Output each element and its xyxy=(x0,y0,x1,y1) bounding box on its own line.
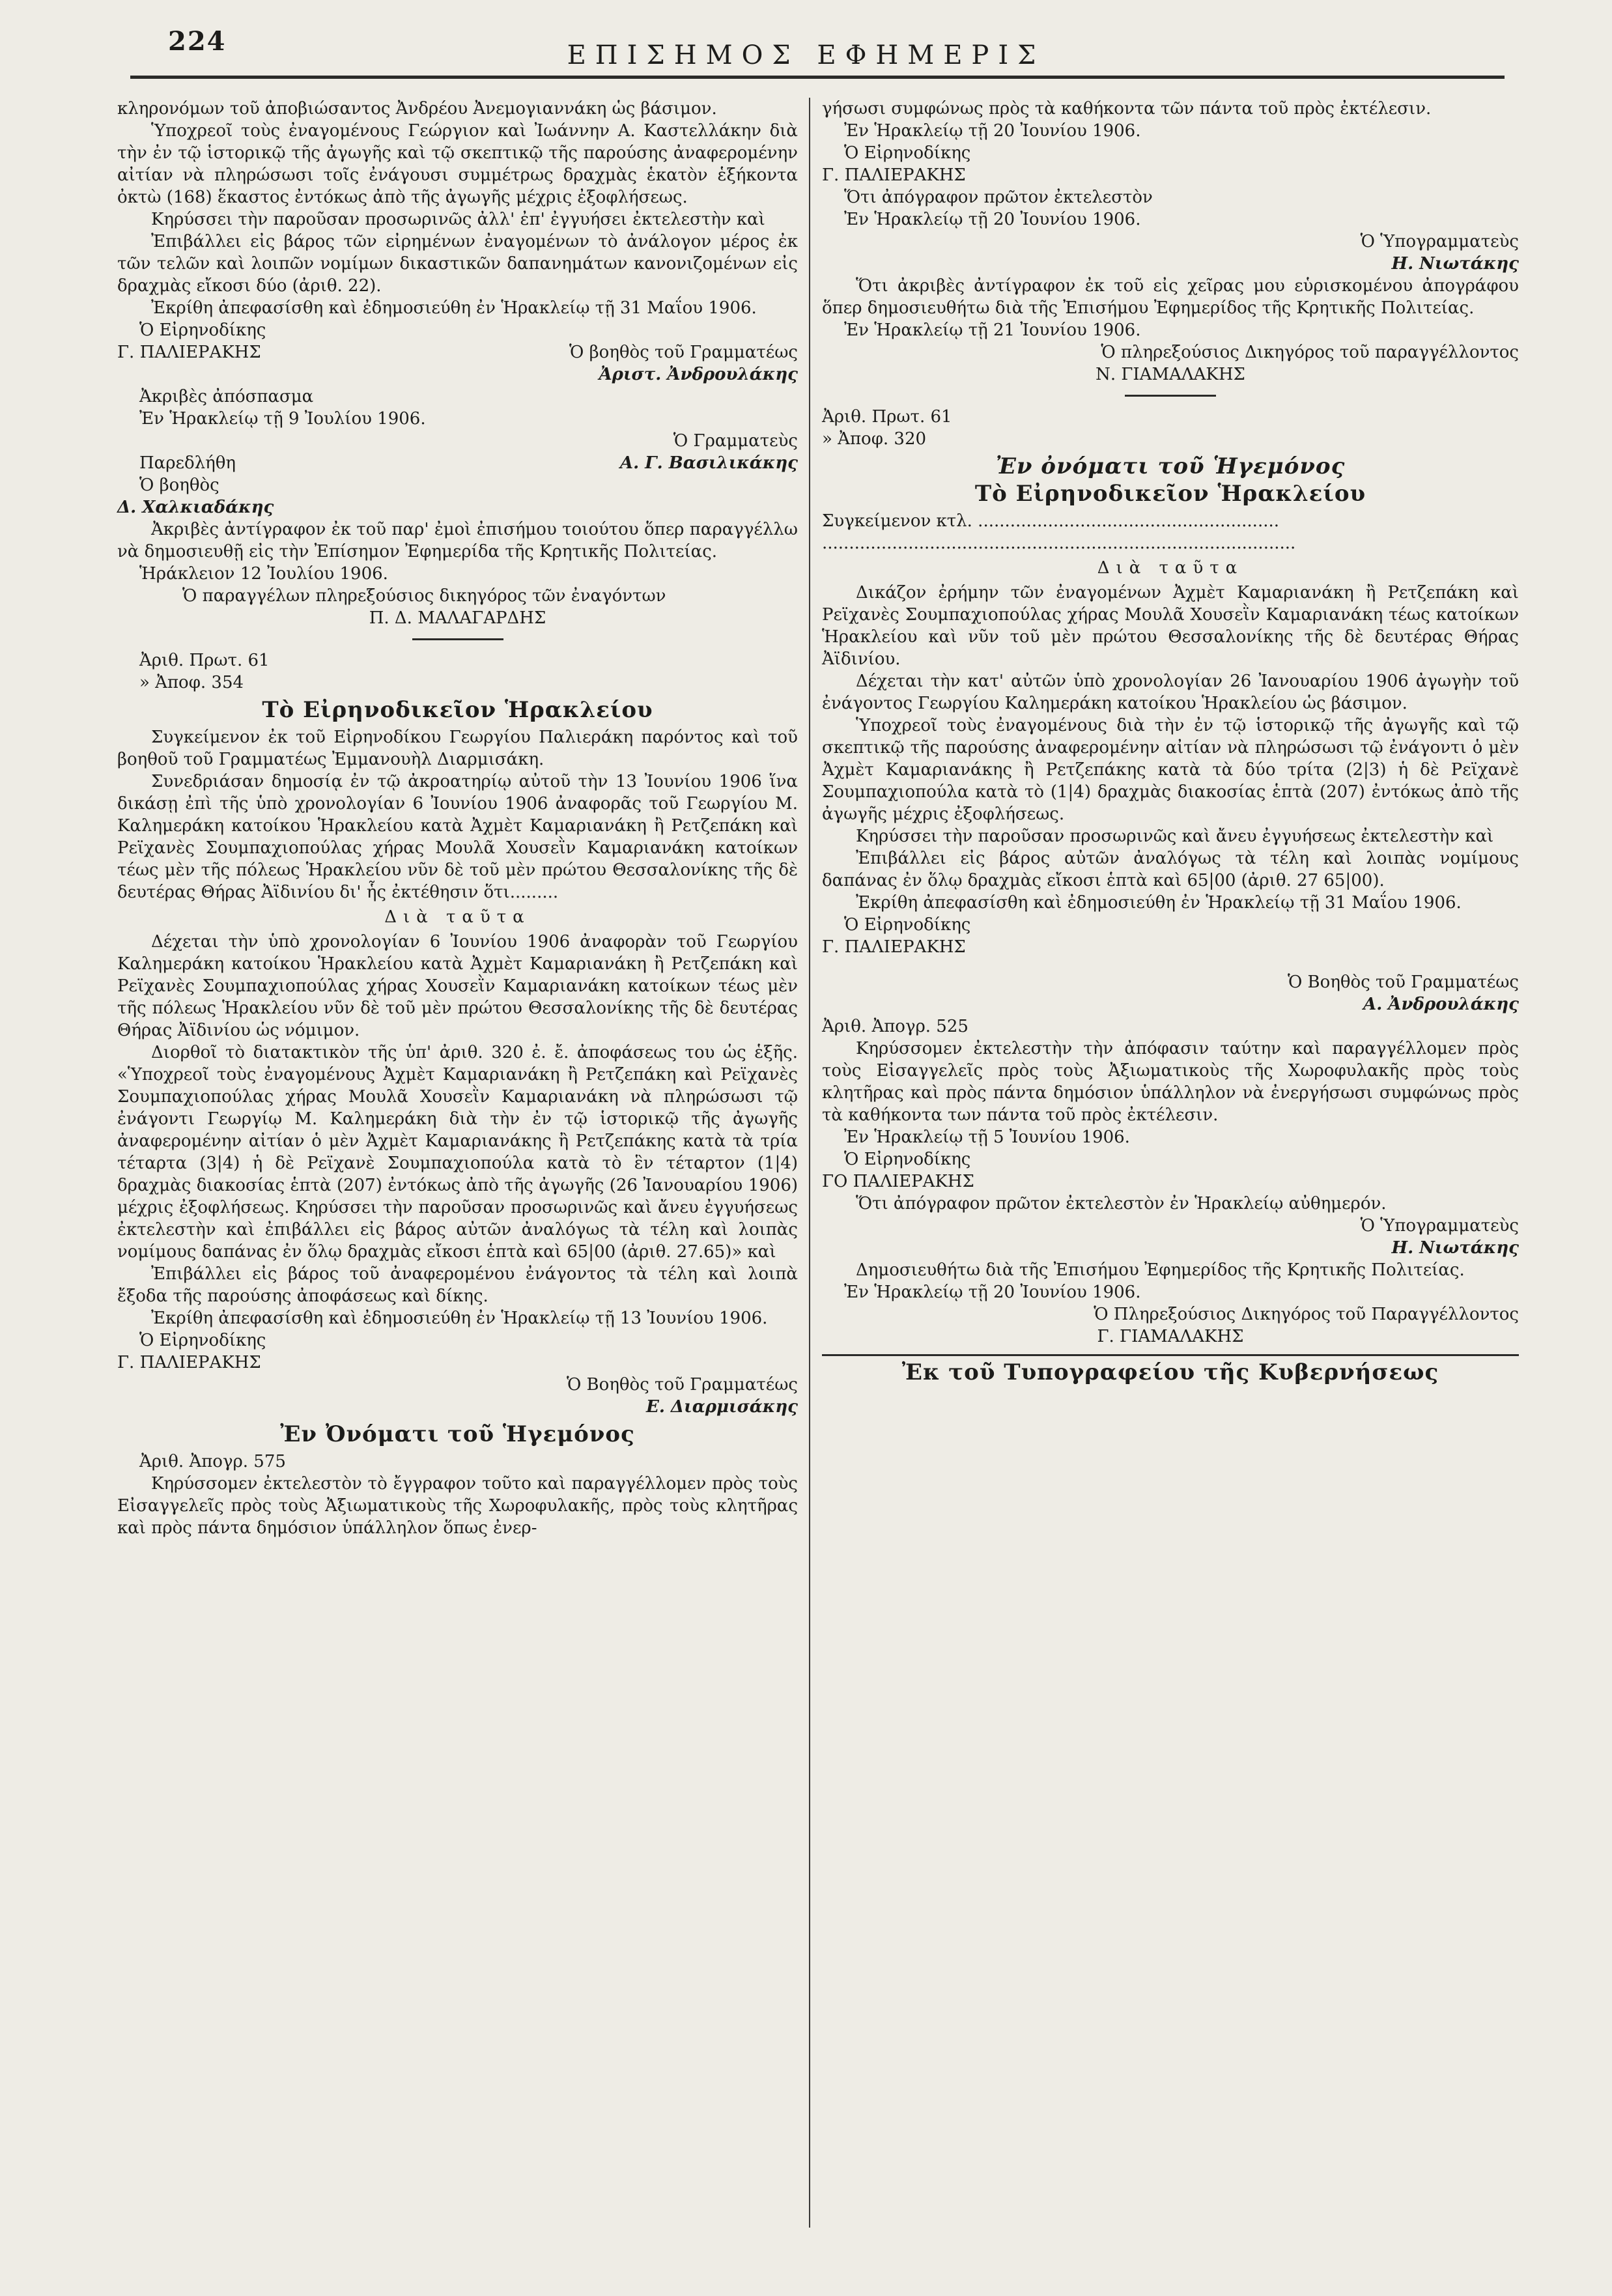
signature-title: Ὁ βοηθὸς xyxy=(139,475,219,495)
header-rule xyxy=(130,76,1505,79)
paragraph: Συνεδριάσαν δημοσίᾳ ἐν τῷ ἀκροατηρίῳ αὐτοῦ τὴν 13 Ἰουνίου 1906 ἵνα δικάσῃ ἐπὶ τῆς ὑπὸ χρονολογίαν 6 Ἰουνίου 1906 ἀναφορᾶς τοῦ Γεωργίου Μ. Καλημεράκη κατοίκου Ἡρακλείου κατὰ Ἀχμὲτ Καμαριανάκη ἢ Ρετζεπάκη καὶ Ρεϊχανὲς Σουμπαχιοπούλας χήρας Μουλᾶ Χουσεῒν Καμαριανάκη κατοίκων τέως μὲν τῆς πόλεως Ἡρακλείου νῦν δὲ τοῦ μὲν πρώτου Θεσσαλονίκης τῆς δὲ δευτέρας Θήρας Ἀϊδινίου δι' ἧς ἐκτέθησιν ὅτι......... xyxy=(117,772,798,902)
section-heading: Τὸ Εἰρηνοδικεῖον Ἡρακλείου xyxy=(262,697,653,723)
ellipsis-line: ........................................................................................ xyxy=(822,533,1296,553)
paragraph: Ὑποχρεοῖ τοὺς ἐναγομένους Γεώργιον καὶ Ἰωάννην Α. Καστελλάκην διὰ τὴν ἐν τῷ ἱστορικῷ τῆς ἀγωγῆς καὶ τῷ σκεπτικῷ τῆς παρούσης ἀναφερομένην αἰτίαν νὰ πληρώσωσι τοῖς ἐνάγουσι συμμέτρως δραχμὰς ἑκατὸν ἑξήκοντα ὀκτὼ (168) ἕκαστος ἐντόκως ἀπὸ τῆς ἀγωγῆς μέχρις ἐξοφλήσεως. xyxy=(117,121,798,207)
paragraph: Δέχεται τὴν κατ' αὐτῶν ὑπὸ χρονολογίαν 26 Ἰανουαρίου 1906 ἀγωγὴν τοῦ ἐνάγοντος Γεωργίου Καλημεράκη κατοίκου Ἡρακλείου ὡς βάσιμον. xyxy=(822,672,1519,713)
footer-rule xyxy=(822,1354,1519,1356)
date-line: Ἐν Ἡρακλείῳ τῇ 20 Ἰουνίου 1906. xyxy=(844,1283,1141,1302)
decision-number: » Ἀποφ. 320 xyxy=(822,429,927,449)
signature-name: Ν. ΓΙΑΜΑΛΑΚΗΣ xyxy=(1096,365,1245,384)
paragraph: Ἐπιβάλλει εἰς βάρος τοῦ ἀναφερομένου ἐνάγοντος τὰ τέλη καὶ λοιπὰ ἔξοδα τῆς παρούσης ἀποφάσεως καὶ δίκης. xyxy=(117,1264,798,1306)
paragraph: Ἀκριβὲς ἀντίγραφον ἐκ τοῦ παρ' ἐμοὶ ἐπισήμου τοιούτου ὅπερ παραγγέλλω νὰ δημοσιευθῇ εἰς τὴν Ἐπίσημον Ἐφημερίδα τῆς Κρητικῆς Πολιτείας. xyxy=(117,520,798,561)
signature-name: Γ. ΠΑΛΙΕΡΑΚΗΣ xyxy=(822,165,966,185)
signature-title: Ὁ Εἰρηνοδίκης xyxy=(844,915,971,935)
right-column xyxy=(822,98,1519,2267)
section-rule xyxy=(1125,395,1216,397)
signature-name: ΓΟ ΠΑΛΙΕΡΑΚΗΣ xyxy=(822,1172,974,1191)
decision-number: » Ἀποφ. 354 xyxy=(139,673,244,692)
signature-row xyxy=(117,452,798,474)
signature-title: Ὁ Βοηθὸς τοῦ Γραμματέως xyxy=(566,1375,798,1395)
registry-number: Ἀριθ. Ἀπογρ. 525 xyxy=(822,1017,969,1036)
paragraph: Ἐκρίθη ἀπεφασίσθη καὶ ἐδημοσιεύθη ἐν Ἡρακλείῳ τῇ 31 Μαΐου 1906. xyxy=(856,893,1462,913)
signature-name: Α. Γ. Βασιλικάκης xyxy=(619,453,798,473)
signature-name: Γ. ΠΑΛΙΕΡΑΚΗΣ xyxy=(822,937,966,957)
section-heading: Τὸ Εἰρηνοδικεῖον Ἡρακλείου xyxy=(974,481,1366,507)
paragraph: Συγκείμενον κτλ. ........................................................ xyxy=(822,511,1279,531)
paragraph: Ὅτι ἀκριβὲς ἀντίγραφον ἐκ τοῦ εἰς χεῖρας μου εὑρισκομένου ἀπογράφου ὅπερ δημοσιευθήτω διὰ τῆς Ἐπισήμου Ἐφημερίδος τῆς Κρητικῆς Πολιτείας. xyxy=(822,276,1519,318)
paragraph: Ὑποχρεοῖ τοὺς ἐναγομένους διὰ τὴν ἐν τῷ ἱστορικῷ τῆς ἀγωγῆς καὶ τῷ σκεπτικῷ τῆς παρούσης ἀναφερομένην αἰτίαν νὰ πληρώσωσι τῷ ἐνάγοντι ὁ μὲν Ἀχμὲτ Καμαριανάκης ἢ Ρετζεπάκης κατὰ τὰ δύο τρίτα (2|3) ἡ δὲ Ρεϊχανὲ Σουμπαχιοπούλα κατὰ τὸ (1|4) δραχμὰς διακοσίας ἑπτὰ (207) ἐντόκως ἀπὸ τῆς ἀγωγῆς μέχρις ἐξοφλήσεως. xyxy=(822,716,1519,824)
section-subheading: Διὰ ταῦτα xyxy=(1097,558,1244,578)
signature-title: Ὁ Εἰρηνοδίκης xyxy=(139,1331,266,1350)
signature-name: Γ. ΠΑΛΙΕΡΑΚΗΣ xyxy=(117,1353,261,1372)
signature-name: Γ. ΠΑΛΙΕΡΑΚΗΣ xyxy=(117,343,261,362)
signature-name: Γ. ΓΙΑΜΑΛΑΚΗΣ xyxy=(1097,1327,1244,1346)
signature-title: Ὁ Ὑπογραμματεὺς xyxy=(1360,1216,1519,1236)
signature-title: Ὁ Γραμματεὺς xyxy=(673,431,798,451)
date-line: Ἐν Ἡρακλείῳ τῇ 21 Ἰουνίου 1906. xyxy=(844,320,1141,340)
section-subheading: Διὰ ταῦτα xyxy=(384,907,531,927)
protocol-number: Ἀριθ. Πρωτ. 61 xyxy=(139,651,270,670)
paragraph: Ὅτι ἀπόγραφον πρῶτον ἐκτελεστὸν ἐν Ἡρακλείῳ αὐθημερόν. xyxy=(856,1194,1387,1213)
page-number: 224 xyxy=(168,26,227,57)
paragraph: Κηρύσσει τὴν παροῦσαν προσωρινῶς ἀλλ' ἐπ' ἐγγυήσει ἐκτελεστὴν καὶ xyxy=(151,210,765,229)
masthead-title: ΕΠΙΣΗΜΟΣ ΕΦΗΜΕΡΙΣ xyxy=(567,40,1045,70)
signature-name: Η. Νιωτάκης xyxy=(1391,254,1519,274)
paragraph: Δημοσιευθήτω διὰ τῆς Ἐπισήμου Ἐφημερίδος τῆς Κρητικῆς Πολιτείας. xyxy=(856,1260,1465,1280)
date-line: Ἐν Ἡρακλείῳ τῇ 20 Ἰουνίου 1906. xyxy=(844,121,1141,141)
paragraph: Κηρύσσει τὴν παροῦσαν προσωρινῶς καὶ ἄνευ ἐγγυήσεως ἐκτελεστὴν καὶ xyxy=(856,827,1494,846)
protocol-number: Ἀριθ. Πρωτ. 61 xyxy=(822,407,952,427)
paragraph: Δέχεται τὴν ὑπὸ χρονολογίαν 6 Ἰουνίου 1906 ἀναφορὰν τοῦ Γεωργίου Καλημεράκη κατοίκου Ἡρακλείου κατὰ Ἀχμὲτ Καμαριανάκη ἢ Ρετζεπάκη καὶ Ρεϊχανὲς Σουμπαχιοπούλας χήρας Χουσεῒν Καμαριανάκη κατοίκων τέως μὲν τῆς πόλεως Ἡρακλείου νῦν δὲ τοῦ μὲν πρώτου Θεσσαλονίκης τῆς δὲ δευτέρας Θήρας Ἀϊδινίου ὡς νόμιμον. xyxy=(117,932,798,1040)
signature-title: Ὁ Πληρεξούσιος Δικηγόρος τοῦ Παραγγέλλοντος xyxy=(1094,1305,1519,1324)
signature-title: Ὁ πληρεξούσιος Δικηγόρος τοῦ παραγγέλλοντος xyxy=(1101,343,1519,362)
date-line: Ἐν Ἡρακλείῳ τῇ 20 Ἰουνίου 1906. xyxy=(844,210,1141,229)
signature-name: Ἀριστ. Ἀνδρουλάκης xyxy=(599,365,798,384)
certification-label: Παρεδλήθη xyxy=(139,453,236,473)
signature-title: Ὁ βοηθὸς τοῦ Γραμματέως xyxy=(569,343,798,362)
signature-title: Ὁ Εἰρηνοδίκης xyxy=(844,1150,971,1169)
signature-name: Η. Νιωτάκης xyxy=(1391,1238,1519,1258)
signature-title: Ὁ Εἰρηνοδίκης xyxy=(844,143,971,163)
paragraph: Κηρύσσομεν ἐκτελεστὸν τὸ ἔγγραφον τοῦτο καὶ παραγγέλλομεν πρὸς τοὺς Εἰσαγγελεῖς πρὸς τοὺς Ἀξιωματικοὺς τῆς Χωροφυλακῆς, πρὸς τοὺς κλητῆρας καὶ πρὸς πάντα δημόσιον ὑπάλληλον ὅπως ἐνερ- xyxy=(117,1474,798,1538)
paragraph: Κηρύσσομεν ἐκτελεστὴν τὴν ἀπόφασιν ταύτην καὶ παραγγέλλομεν πρὸς τοὺς Εἰσαγγελεῖς πρὸς τοὺς Ἀξιωματικοὺς τῆς Χωροφυλακῆς πρὸς τοὺς κλητῆρας καὶ πρὸς πάντα δημόσιον ὑπάλληλον νὰ ἐνεργήσωσι συμφώνως πρὸς τὰ καθήκοντα των πάντα τοῦ πρὸς ἐκτέλεσιν. xyxy=(822,1039,1519,1125)
paragraph: Συγκείμενον ἐκ τοῦ Εἰρηνοδίκου Γεωργίου Παλιεράκη παρόντος καὶ τοῦ βοηθοῦ τοῦ Γραμματέως Ἐμμανουὴλ Διαρμισάκη. xyxy=(117,728,798,769)
section-heading: Ἐν ὀνόματι τοῦ Ἡγεμόνος xyxy=(995,453,1346,479)
paragraph: Δικάζον ἐρήμην τῶν ἐναγομένων Ἀχμὲτ Καμαριανάκη ἢ Ρετζεπάκη καὶ Ρεϊχανὲς Σουμπαχιοπούλας χήρας Μουλᾶ Χουσεῒν Καμαριανάκη τέως κατοίκων Ἡρακλείου καὶ νῦν τοῦ μὲν πρώτου Θεσσαλονίκης τῆς δὲ δευτέρας Θήρας Ἀϊδινίου. xyxy=(822,583,1519,669)
printer-imprint: Ἐκ τοῦ Τυπογραφείου τῆς Κυβερνήσεως xyxy=(901,1359,1439,1385)
date-line: Ἐν Ἡρακλείῳ τῇ 5 Ἰουνίου 1906. xyxy=(844,1127,1130,1147)
signature-title: Ὁ παραγγέλων πληρεξούσιος δικηγόρος τῶν ἐναγόντων xyxy=(182,586,666,606)
signature-name: Δ. Χαλκιαδάκης xyxy=(117,498,274,517)
paragraph: Ἐκρίθη ἀπεφασίσθη καὶ ἐδημοσιεύθη ἐν Ἡρακλείῳ τῇ 31 Μαΐου 1906. xyxy=(151,298,757,318)
signature-title: Ὁ Εἰρηνοδίκης xyxy=(139,320,266,340)
spacer xyxy=(822,958,1519,971)
paragraph: Διορθοῖ τὸ διατακτικὸν τῆς ὑπ' ἀριθ. 320 ἐ. ἔ. ἀποφάσεως του ὡς ἑξῆς. «Ὑποχρεοῖ τοὺς ἐναγομένους Ἀχμὲτ Καμαριανάκη ἢ Ρετζεπάκη καὶ Ρεϊχανὲς Σουμπαχιοπούλας χήρας Μουλᾶ Χουσεῒν Καμαριανάκη νὰ πληρώσωσι τῷ ἐνάγοντι Γεωργίῳ Μ. Καλημεράκη διὰ τὴν ἐν τῷ ἱστορικῷ τῆς ἀγωγῆς ἀναφερομένην αἰτίαν ὁ μὲν Ἀχμὲτ Καμαριανάκης ἢ Ρετζεπάκης κατὰ τὰ τρία τέταρτα (3|4) ἡ δὲ Ρεϊχανὲ Σουμπαχιοπούλα κατὰ τὸ ἓν τέταρτον (1|4) δραχμὰς διακοσίας ἑπτὰ (207) ἐντόκως ἀπὸ τῆς ἀγωγῆς (26 Ἰανουαρίου 1906) μέχρις ἐξοφλήσεως. Κηρύσσει τὴν παροῦσαν προσωρινῶς καὶ ἄνευ ἐγγυήσεως ἐκτελεστὴν καὶ ἐπιβάλλει εἰς βάρος αὐτῶν ἀναλόγως τὰ τέλη καὶ λοιπὰς νομίμους δαπάνας ἐν ὅλῳ δραχμὰς εἴκοσι ἑπτὰ καὶ 65|00 (ἀριθ. 27.65)» καὶ xyxy=(117,1043,798,1262)
date-line: Ἐν Ἡρακλείῳ τῇ 9 Ἰουλίου 1906. xyxy=(139,409,426,429)
section-rule xyxy=(412,638,503,640)
registry-number: Ἀριθ. Ἀπογρ. 575 xyxy=(139,1452,286,1471)
date-line: Ἡράκλειον 12 Ἰουλίου 1906. xyxy=(139,564,388,584)
paragraph: Ἐπιβάλλει εἰς βάρος αὐτῶν ἀναλόγως τὰ τέλη καὶ λοιπὰς νομίμους δαπάνας ἐν ὅλῳ δραχμὰς εἴκοσι ἑπτὰ καὶ 65|00 (ἀριθ. 27 65|00). xyxy=(822,849,1519,890)
paragraph: Ἐπιβάλλει εἰς βάρος τῶν εἰρημένων ἐναγομένων τὸ ἀνάλογον μέρος ἐκ τῶν τελῶν καὶ λοιπῶν νομίμων δικαστικῶν δαπανημάτων κανονιζομένων εἰς δραχμὰς εἴκοσι δύο (ἀριθ. 22). xyxy=(117,232,798,296)
paragraph: κληρονόμων τοῦ ἀποβιώσαντος Ἀνδρέου Ἀνεμογιαννάκη ὡς βάσιμον. xyxy=(117,99,717,119)
signature-row xyxy=(117,341,798,363)
paragraph: Ἐκρίθη ἀπεφασίσθη καὶ ἐδημοσιεύθη ἐν Ἡρακλείῳ τῇ 13 Ἰουνίου 1906. xyxy=(151,1309,768,1328)
certification-label: Ἀκριβὲς ἀπόσπασμα xyxy=(139,387,314,406)
column-divider xyxy=(809,98,810,2228)
certification-line: Ὅτι ἀπόγραφον πρῶτον ἐκτελεστὸν xyxy=(844,188,1153,207)
left-column xyxy=(117,98,798,2267)
signature-name: Α. Ἀνδρουλάκης xyxy=(1363,995,1519,1014)
section-heading: Ἐν Ὀνόματι τοῦ Ἡγεμόνος xyxy=(280,1421,635,1447)
paragraph: γήσωσι συμφώνως πρὸς τὰ καθήκοντα τῶν πάντα τοῦ πρὸς ἐκτέλεσιν. xyxy=(822,99,1432,119)
signature-title: Ὁ Ὑπογραμματεὺς xyxy=(1360,232,1519,251)
signature-name: Ε. Διαρμισάκης xyxy=(646,1397,798,1417)
signature-title: Ὁ Βοηθὸς τοῦ Γραμματέως xyxy=(1287,972,1519,992)
signature-name: Π. Δ. ΜΑΛΑΓΑΡΔΗΣ xyxy=(369,608,546,628)
